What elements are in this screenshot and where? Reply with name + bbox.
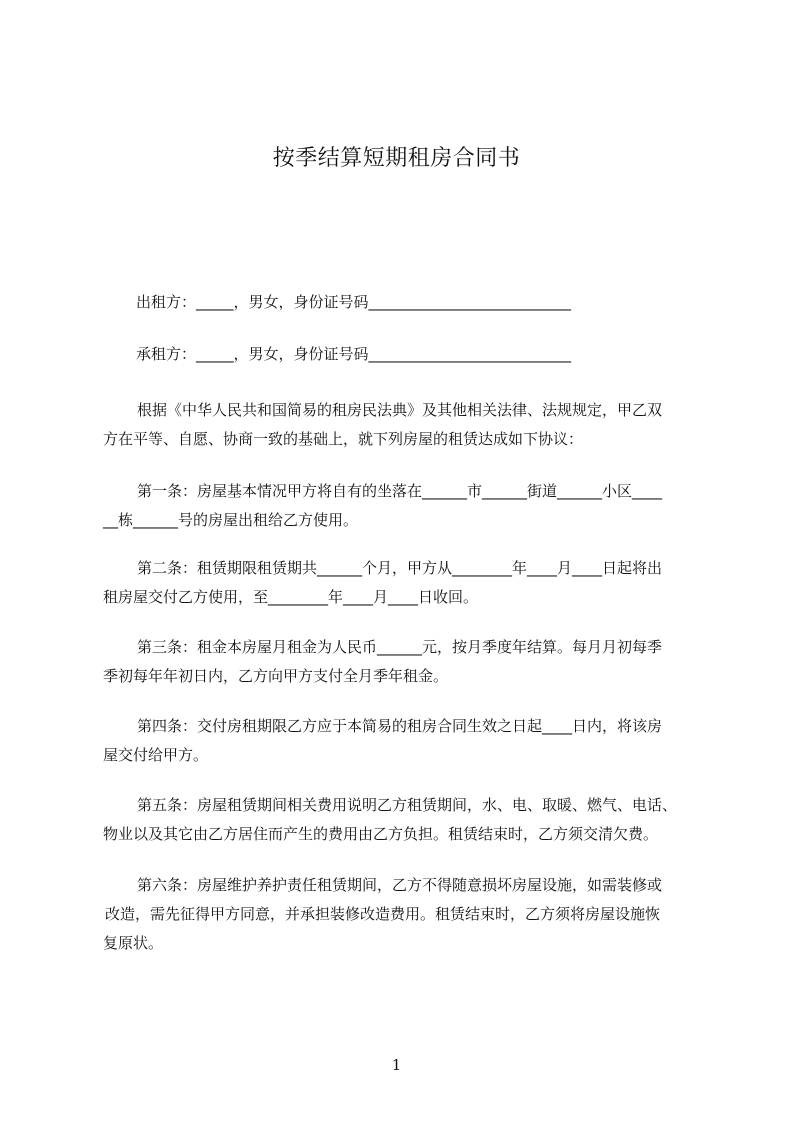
article-6-line-2: 改造，需先征得甲方同意，并承担装修改造费用。租赁结束时，乙方须将房屋设施恢 (105, 905, 661, 923)
article-2 (103, 554, 703, 612)
preamble-paragraph (103, 396, 703, 454)
article-2-line-1: 第二条：租赁期限租赁期共______个月，甲方从________年____月____日起将出 (137, 559, 663, 577)
article-3-line-1: 第三条：租金本房屋月租金为人民币______元，按月季度年结算。每月月初每季 (137, 638, 663, 656)
article-1 (103, 477, 703, 535)
lessee-line: 承租方：_____，男女，身份证号码___________________________ (136, 345, 572, 363)
lessor-line: 出租方：_____，男女，身份证号码___________________________ (136, 293, 572, 311)
preamble-line-1: 根据《中华人民共和国简易的租房民法典》及其他相关法律、法规规定，甲乙双 (137, 401, 663, 419)
document-title: 按季结算短期租房合同书 (272, 146, 521, 171)
article-3 (103, 633, 703, 691)
article-2-line-2: 租房屋交付乙方使用，至________年____月____日收回。 (103, 588, 479, 606)
article-5 (103, 791, 703, 849)
preamble-line-2: 方在平等、自愿、协商一致的基础上，就下列房屋的租赁达成如下协议： (103, 430, 584, 448)
article-3-line-2: 季初每年年初日内，乙方向甲方支付全月季年租金。 (103, 667, 449, 685)
article-4-line-1: 第四条：交付房租期限乙方应于本简易的租房合同生效之日起____日内，将该房 (137, 717, 663, 735)
article-5-line-2: 物业以及其它由乙方居住而产生的费用由乙方负担。租赁结束时，乙方须交清欠费。 (103, 825, 659, 843)
article-6-line-3: 复原状。 (103, 934, 164, 952)
article-1-line-1: 第一条：房屋基本情况甲方将自有的坐落在______市______街道______小区____ (137, 482, 663, 500)
article-6-line-1: 第六条：房屋维护养护责任租赁期间，乙方不得随意损坏房屋设施，如需装修或 (137, 876, 663, 894)
article-6 (103, 871, 703, 958)
article-4-line-2: 屋交付给甲方。 (103, 746, 209, 764)
article-4 (103, 712, 703, 770)
page-number: 1 (391, 1056, 402, 1074)
article-1-line-2: __栋______号的房屋出租给乙方使用。 (103, 511, 359, 529)
article-5-line-1: 第五条：房屋租赁期间相关费用说明乙方租赁期间，水、电、取暖、燃气、电话、 (137, 796, 678, 814)
